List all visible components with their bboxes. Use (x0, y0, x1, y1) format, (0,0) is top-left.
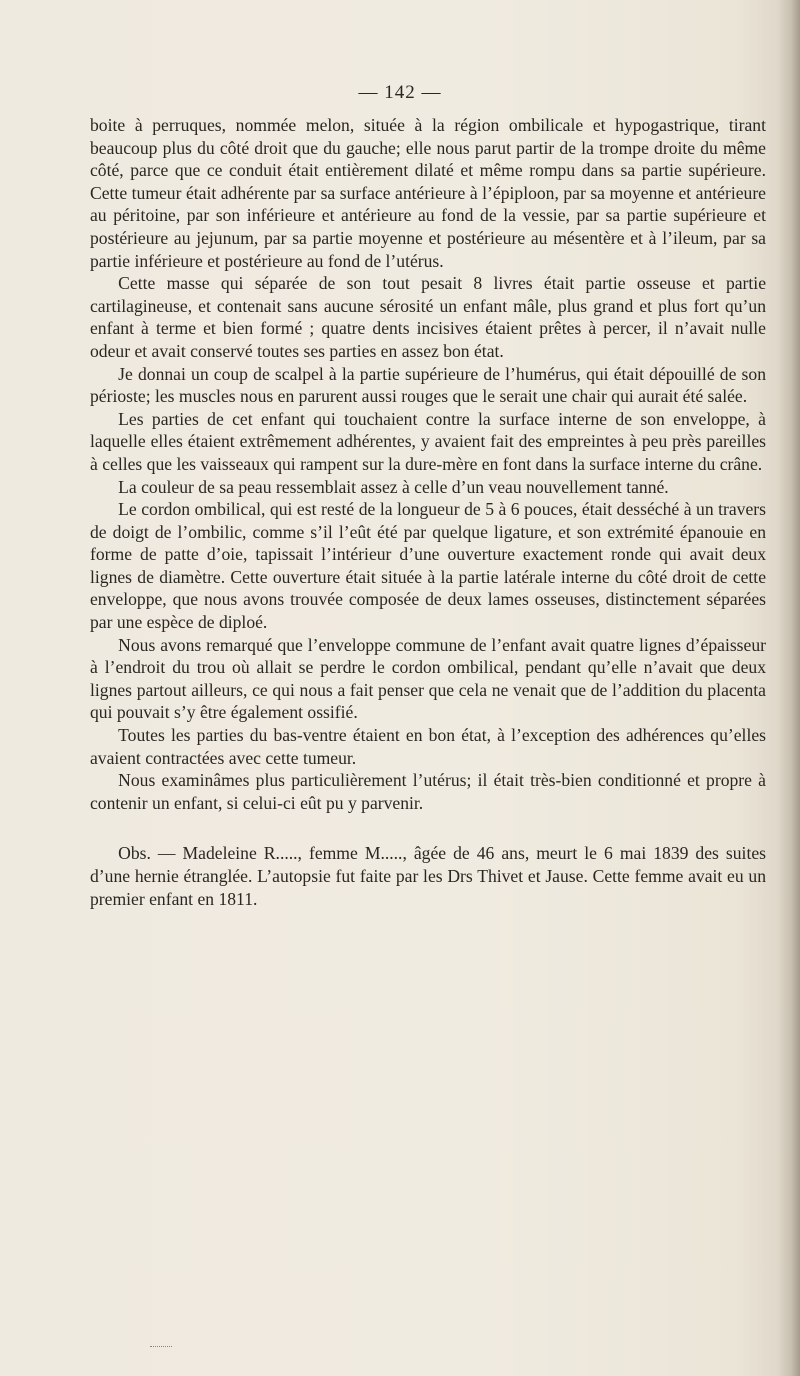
paragraph-umbilical-cord: Le cordon ombilical, qui est resté de la longueur de 5 à 6 pouces, était desséché à un travers de doigt de l’ombilic, comme s’il l’eût été par quelque ligature, et son extrémité épanouie en forme de patte d’oie, tapissait l’intérieur d’une ouverture exactement ronde qui avait deux lignes de diamètre. Cette ouverture était située à la partie latérale interne du côté droit de cette enveloppe, que nous avons trouvée composée de deux lames osseuses, distinctement séparées par une espèce de diploé. (90, 499, 766, 633)
page-edge-shadow (778, 0, 800, 1376)
paragraph-mass-description: Cette masse qui séparée de son tout pesait 8 livres était partie osseuse et partie cartilagineuse, et contenait sans aucune sérosité un enfant mâle, plus grand et plus fort qu’un enfant à terme et bien formé ; quatre dents incisives étaient prêtes à percer, il n’avait nulle odeur et avait conservé toutes ses parties en assez bon état. (90, 273, 766, 361)
page-number: — 142 — (358, 82, 442, 103)
paragraph-skin-color: La couleur de sa peau ressemblait assez à celle d’un veau nouvellement tanné. (118, 476, 669, 497)
observation-note: Obs. — Madeleine R....., femme M....., âgée de 46 ans, meurt le 6 mai 1839 des suites d’une hernie étranglée. L’autopsie fut faite par les Drs Thivet et Jause. Cette femme avait eu un premier enfant en 1811. (90, 843, 766, 909)
paragraph-scalpel: Je donnai un coup de scalpel à la partie supérieure de l’humérus, qui était dépouillé de son périoste; les muscles nous en parurent aussi rouges que le serait une chair qui aurait été salée. (90, 363, 766, 407)
paragraph-envelope-thickness: Nous avons remarqué que l’enveloppe commune de l’enfant avait quatre lignes d’épaisseur à l’endroit du trou où allait se perdre le cordon ombilical, pendant qu’elle n’avait que deux lignes partout ailleurs, ce qui nous a fait penser que cela ne venait que de l’addition du placenta qui pouvait s’y être également ossifié. (90, 634, 766, 723)
paragraph-imprints: Les parties de cet enfant qui touchaient contre la surface interne de son enveloppe, à laquelle elles étaient extrêmement adhérentes, y avaient fait des empreintes à peu près pareilles à celles que les vaisseaux qui rampent sur la dure-mère en font dans la surface interne du crâne. (90, 408, 766, 474)
paragraph-abdomen: Toutes les parties du bas-ventre étaient en bon état, à l’exception des adhérences qu’elles avaient contractées avec cette tumeur. (90, 725, 766, 768)
paragraph-continued: boite à perruques, nommée melon, située à la région ombilicale et hypogastrique, tirant beaucoup plus du côté droit que du gauche; elle nous parut partir de la trompe droite du même côté, parce que ce conduit était entièrement dilaté et même rompu dans sa partie supérieure. Cette tumeur était adhérente par sa surface antérieure à l’épiploon, par sa moyenne et antérieure au péritoine, par son inférieure et antérieure au fond de la vessie, par sa partie supérieure et postérieure au jejunum, par sa partie moyenne et postérieure au mésentère et à l’ileum, par sa partie inférieure et postérieure au fond de l’utérus. (90, 115, 766, 271)
paragraph-uterus: Nous examinâmes plus particulièrement l’utérus; il était très-bien conditionné et propre à contenir un enfant, si celui-ci eût pu y parvenir. (90, 770, 766, 813)
ink-smudge (150, 1342, 172, 1347)
body-text (90, 114, 766, 910)
